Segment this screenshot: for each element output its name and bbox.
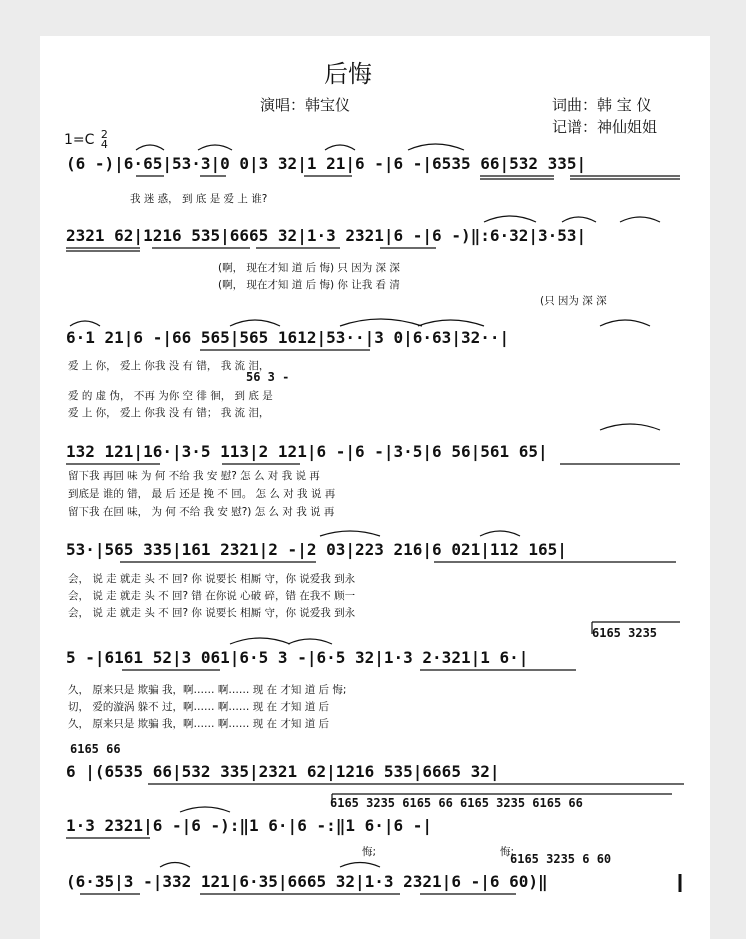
staff-5-lyric-3: 会， 说 走 就走 头 不 回? 你 说要长 相厮 守，你 说爱我 到永 bbox=[68, 607, 356, 619]
staff-5-lyric-1: 会， 说 走 就走 头 不 回? 你 说要长 相厮 守，你 说爱我 到永 bbox=[68, 573, 356, 585]
staff-9-notes: (6·35|3 -|332 121|6·35|6665 32|1·3 2321|6 -|6 60)‖ bbox=[66, 872, 548, 891]
slur bbox=[340, 863, 380, 868]
staff-7-notes: 6 |(6535 66|532 335|2321 62|1216 535|6665 32| bbox=[66, 762, 500, 781]
staff-4-lyric-2: 到底是 谁的 错， 最 后 还是 挽 不 回。 怎 么 对 我 说 再 bbox=[68, 488, 336, 500]
staff-8-lyric-1: 悔; bbox=[362, 846, 377, 858]
time-top: 2 bbox=[100, 128, 108, 141]
composer-credit: 词曲：韩 宝 仪 bbox=[552, 96, 652, 114]
slur bbox=[230, 320, 280, 326]
staff-6-lyric-3: 久， 原来只是 欺骗 我，啊…… 啊…… 现 在 才知 道 后 bbox=[68, 718, 330, 730]
slur bbox=[70, 321, 100, 326]
staff-4-lyric-3: 留下我 在回 味， 为 何 不给 我 安 慰?) 怎 么 对 我 说 再 bbox=[68, 506, 335, 518]
staff-7-grace-notes: 6165 66 bbox=[70, 742, 121, 756]
staff-3-variant-notes: 56 3 - bbox=[246, 370, 290, 384]
slur bbox=[198, 145, 232, 150]
staff-5-notes: 53·|565 335|161 2321|2 -|2 03|223 216|6 021|112 165| bbox=[66, 540, 567, 559]
slur bbox=[408, 144, 464, 150]
slur bbox=[325, 145, 355, 150]
staff-6-lyric-2: 切， 爱的漩涡 躲不 过，啊…… 啊…… 现 在 才知 道 后 bbox=[68, 701, 330, 713]
staff-8-ending-notes: 6165 3235 6165 66 6165 3235 6165 66 bbox=[330, 796, 583, 810]
key-text: 1=C bbox=[64, 132, 95, 148]
staff-3-lyric-2: 爱 的 虚 伪， 不再 为你 空 徘 徊， 到 底 是 bbox=[68, 390, 273, 402]
staff-1-lyric-1: 我 迷 惑， 到 底 是 爱 上 谁? bbox=[130, 193, 268, 205]
staff-6-lyric-1: 久， 原来只是 欺骗 我，啊…… 啊…… 现 在 才知 道 后 悔; bbox=[68, 684, 347, 696]
score-sheet bbox=[40, 36, 710, 939]
staff-2-lyric-3: (只 因为 深 深 bbox=[540, 295, 607, 307]
slurs-and-beams bbox=[40, 36, 710, 939]
staff-2-lyric-1: (啊， 现在才知 道 后 悔) 只 因为 深 深 bbox=[218, 262, 400, 274]
staff-9-ending-notes: 6165 3235 6 60 bbox=[510, 852, 612, 866]
staff-5-lyric-2: 会， 说 走 就走 头 不 回? 错 在你说 心破 碎，错 在我不 顾一 bbox=[68, 590, 356, 602]
staff-6-ending-notes: 6165 3235 bbox=[592, 626, 658, 640]
staff-1-notes: (6 -)|6·65|53·3|0 0|3 32|1 21|6 -|6 -|6535 66|532 335| bbox=[66, 154, 587, 173]
singer-credit: 演唱：韩宝仪 bbox=[260, 96, 351, 114]
staff-6-notes: 5 -|6161 52|3 061|6·5 3 -|6·5 32|1·3 2·321|1 6·| bbox=[66, 648, 529, 667]
slur bbox=[480, 531, 520, 536]
staff-4-lyric-1: 留下我 再回 味 为 何 不给 我 安 慰? 怎 么 对 我 说 再 bbox=[68, 470, 320, 482]
slur bbox=[288, 639, 332, 644]
slur bbox=[230, 638, 290, 644]
staff-2-notes: 2321 62|1216 535|6665 32|1·3 2321|6 -|6 -)‖:6·32|3·53| bbox=[66, 226, 587, 245]
song-title: 后悔 bbox=[324, 60, 372, 88]
staff-8-lyric-2: 悔; bbox=[500, 846, 515, 858]
slur bbox=[340, 319, 422, 326]
slur bbox=[620, 217, 660, 222]
slur bbox=[418, 320, 484, 326]
slur bbox=[600, 424, 660, 430]
slur bbox=[320, 531, 380, 536]
slur bbox=[562, 217, 596, 222]
staff-3-lyric-3: 爱 上 你， 爱上 你我 没 有 错； 我 流 泪， bbox=[68, 407, 270, 419]
slur bbox=[484, 216, 536, 222]
staff-3-lyric-1: 爱 上 你， 爱上 你我 没 有 错， 我 流 泪， bbox=[68, 360, 270, 372]
time-bottom: 4 bbox=[100, 138, 108, 151]
staff-8-notes: 1·3 2321|6 -|6 -):‖1 6·|6 -:‖1 6·|6 -| bbox=[66, 816, 433, 835]
slur bbox=[160, 863, 190, 868]
staff-2-lyric-2: (啊， 现在才知 道 后 悔) 你 让我 看 清 bbox=[218, 279, 400, 291]
slur bbox=[136, 145, 164, 150]
slur bbox=[180, 807, 230, 812]
slur bbox=[600, 320, 650, 326]
staff-4-notes: 132 121|16·|3·5 113|2 121|6 -|6 -|3·5|6 56|561 65| bbox=[66, 442, 548, 461]
transcriber-credit: 记谱：神仙姐姐 bbox=[552, 118, 658, 136]
staff-3-notes: 6·1 21|6 -|66 565|565 1612|53··|3 0|6·63|32··| bbox=[66, 328, 510, 347]
